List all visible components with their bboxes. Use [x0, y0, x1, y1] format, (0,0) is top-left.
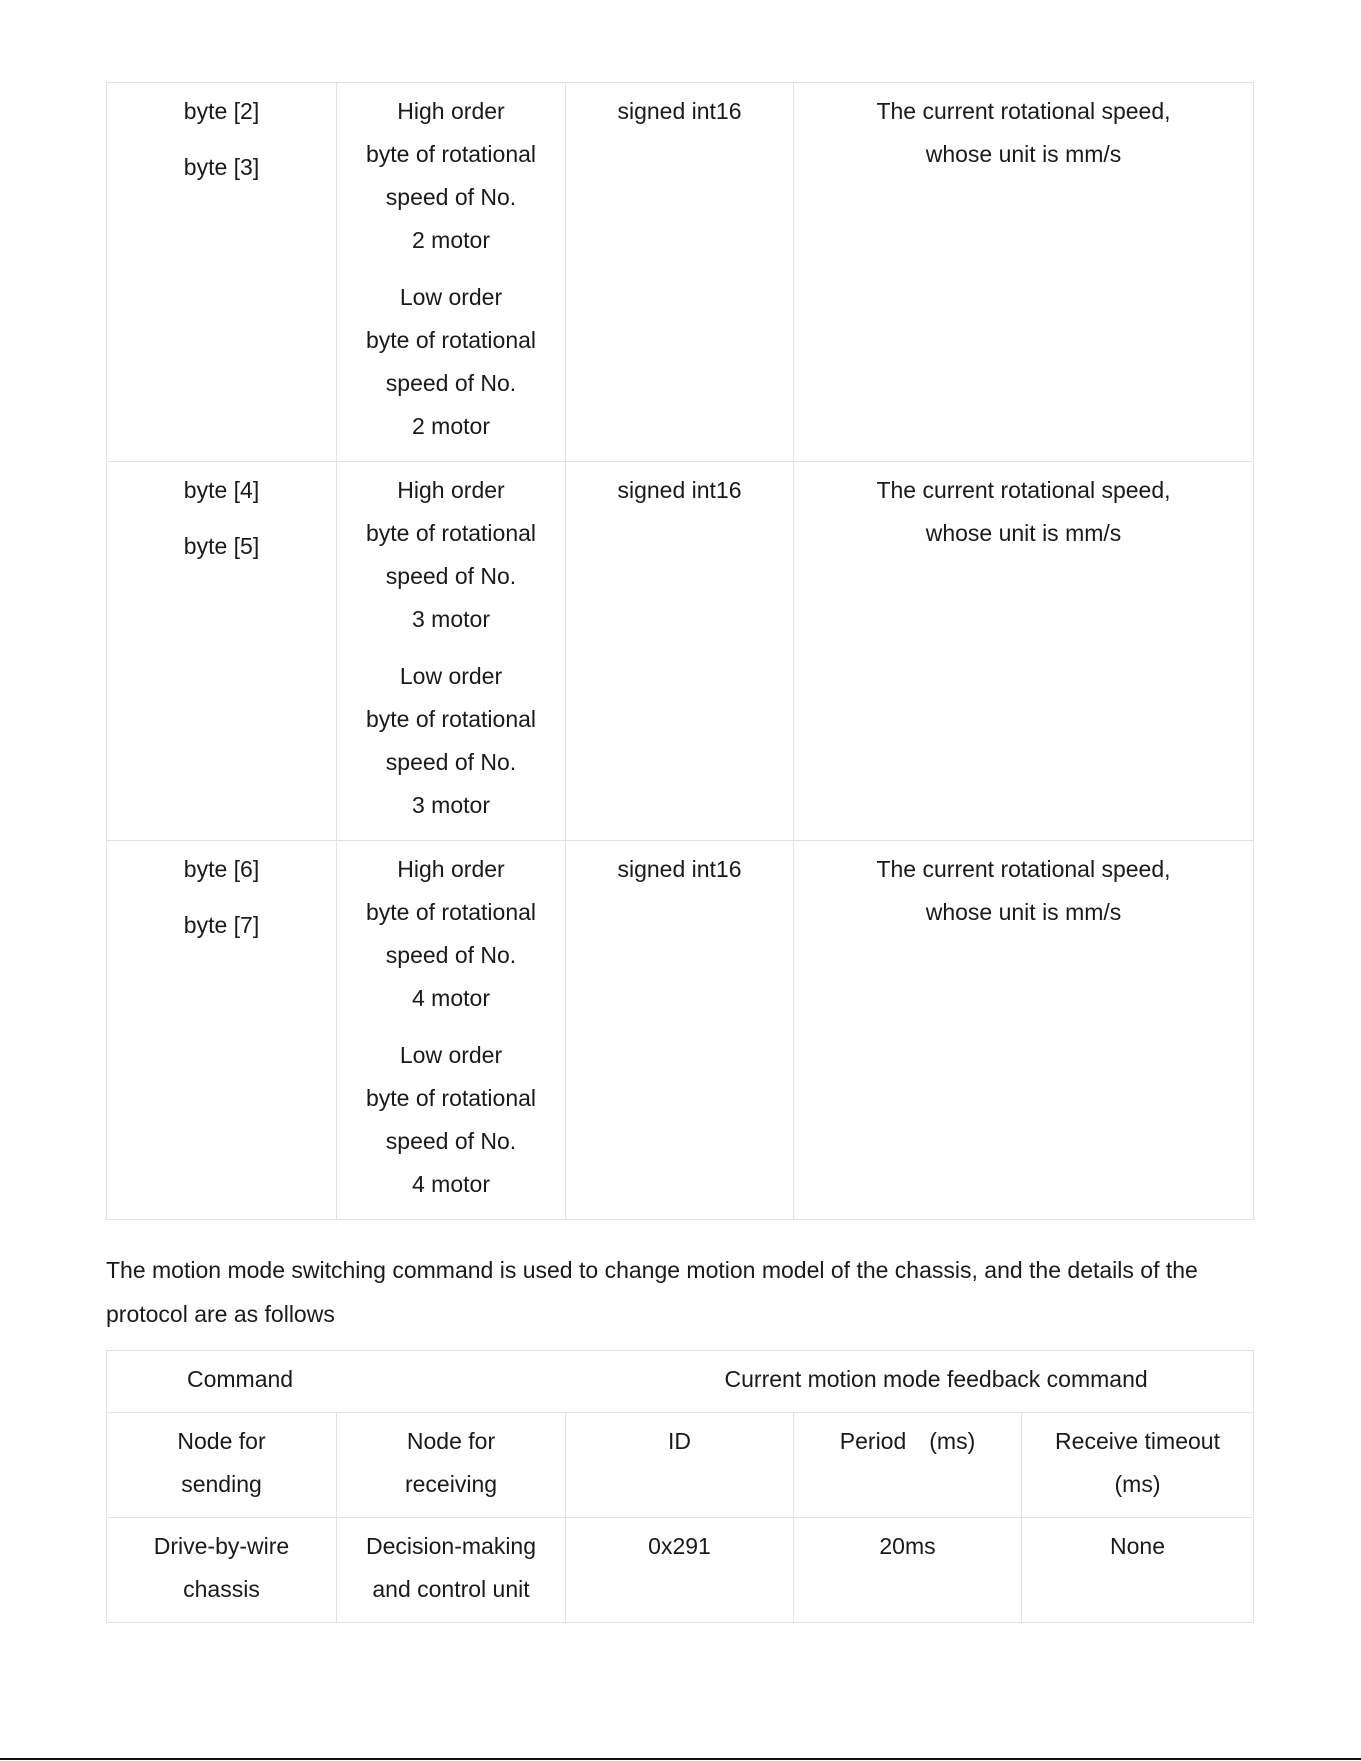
command-title: Current motion mode feedback command: [724, 1366, 1148, 1392]
meaning-line: byte of rotational: [365, 520, 537, 546]
value-line: 0x291: [648, 1533, 711, 1559]
column-header: [566, 1413, 794, 1518]
value-line: Decision-making: [366, 1533, 537, 1559]
value-cell: [794, 1518, 1022, 1623]
value-line: Drive-by-wire: [153, 1533, 290, 1559]
description-cell: [794, 841, 1254, 1220]
meaning-line: Low order: [399, 284, 503, 310]
column-header-line: sending: [181, 1471, 262, 1497]
value-cell: [1022, 1518, 1254, 1623]
column-header-line: ID: [668, 1428, 692, 1454]
column-header-line: (ms): [1114, 1471, 1161, 1497]
column-header-line: Node for: [177, 1428, 266, 1454]
byte-label: byte [4]: [183, 477, 260, 503]
meaning-line: speed of No.: [385, 563, 517, 589]
meaning-cell: [337, 83, 566, 462]
description-line: whose unit is mm/s: [925, 520, 1122, 546]
command-header-cell: [107, 1351, 566, 1413]
column-header-line: Receive timeout: [1055, 1428, 1220, 1454]
description-line: The current rotational speed,: [876, 98, 1171, 124]
column-header: [107, 1413, 337, 1518]
footer-rule: [0, 1758, 1361, 1760]
type-cell: [566, 462, 794, 841]
description-cell: [794, 83, 1254, 462]
command-title-cell: [566, 1351, 1254, 1413]
type-cell: [566, 83, 794, 462]
type-label: signed int16: [617, 856, 742, 882]
value-line: 20ms: [879, 1533, 936, 1559]
byte-label: byte [2]: [183, 98, 260, 124]
column-header: [337, 1413, 566, 1518]
byte-label: byte [6]: [183, 856, 260, 882]
meaning-line: 3 motor: [412, 606, 490, 632]
meaning-line: High order: [397, 856, 505, 882]
value-line: chassis: [183, 1576, 260, 1602]
meaning-line: speed of No.: [385, 749, 517, 775]
meaning-line: 3 motor: [412, 792, 490, 818]
value-cell: [107, 1518, 337, 1623]
byte-cell: [107, 462, 337, 841]
meaning-line: byte of rotational: [365, 141, 537, 167]
meaning-line: byte of rotational: [365, 1085, 537, 1111]
protocol-column-row: [107, 1413, 1254, 1518]
meaning-line: speed of No.: [385, 1128, 517, 1154]
meaning-cell: [337, 462, 566, 841]
meaning-line: byte of rotational: [365, 706, 537, 732]
byte-label: byte [7]: [183, 912, 260, 938]
byte-cell: [107, 841, 337, 1220]
motor-speed-table: [106, 82, 1254, 1220]
meaning-line: High order: [397, 477, 505, 503]
meaning-line: Low order: [399, 663, 503, 689]
value-line: None: [1110, 1533, 1165, 1559]
description-cell: [794, 462, 1254, 841]
column-header: [1022, 1413, 1254, 1518]
meaning-line: 2 motor: [412, 413, 490, 439]
value-line: and control unit: [372, 1576, 530, 1602]
type-label: signed int16: [617, 98, 742, 124]
byte-cell: [107, 83, 337, 462]
description-line: whose unit is mm/s: [925, 141, 1122, 167]
type-label: signed int16: [617, 477, 742, 503]
command-label: Command: [187, 1366, 294, 1392]
body-paragraph: The motion mode switching command is used to change motion model of the chassis, and the details of the protocol are as follows: [106, 1257, 1198, 1327]
protocol-table: [106, 1350, 1254, 1623]
description-line: whose unit is mm/s: [925, 899, 1122, 925]
table-row: [107, 841, 1254, 1220]
meaning-cell: [337, 841, 566, 1220]
table-row: [107, 462, 1254, 841]
meaning-line: 4 motor: [412, 1171, 490, 1197]
column-header-line: Node for: [406, 1428, 496, 1454]
column-header-line: Period (ms): [839, 1428, 976, 1454]
value-cell: [337, 1518, 566, 1623]
meaning-line: High order: [397, 98, 505, 124]
byte-label: byte [5]: [183, 533, 260, 559]
meaning-line: speed of No.: [385, 184, 517, 210]
meaning-line: byte of rotational: [365, 899, 537, 925]
meaning-line: 4 motor: [412, 985, 490, 1011]
description-line: The current rotational speed,: [876, 477, 1171, 503]
meaning-line: Low order: [399, 1042, 503, 1068]
meaning-line: 2 motor: [412, 227, 490, 253]
column-header: [794, 1413, 1022, 1518]
byte-label: byte [3]: [183, 154, 260, 180]
type-cell: [566, 841, 794, 1220]
meaning-line: speed of No.: [385, 370, 517, 396]
protocol-header-row: [107, 1351, 1254, 1413]
document-page: [106, 82, 1253, 1623]
meaning-line: byte of rotational: [365, 327, 537, 353]
meaning-line: speed of No.: [385, 942, 517, 968]
description-line: The current rotational speed,: [876, 856, 1171, 882]
table-row: [107, 83, 1254, 462]
value-cell: [566, 1518, 794, 1623]
protocol-value-row: [107, 1518, 1254, 1623]
column-header-line: receiving: [404, 1471, 498, 1497]
